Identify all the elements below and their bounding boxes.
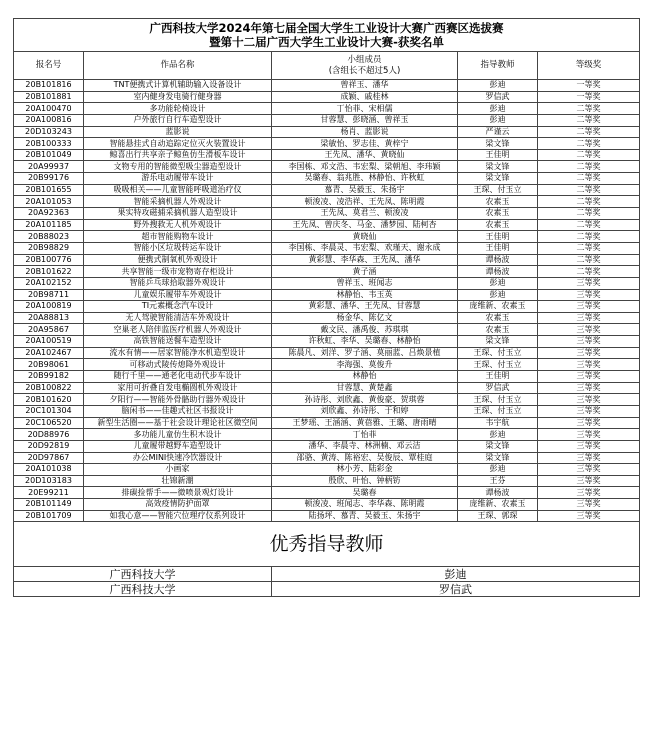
cell-code: 20B98061 (14, 359, 84, 371)
table-row (14, 161, 640, 173)
table-row (14, 114, 640, 126)
header-code: 报名号 (14, 52, 84, 80)
cell-advisor: 谭杨波 (458, 266, 538, 278)
cell-code: 20C101304 (14, 405, 84, 417)
header-work: 作品名称 (84, 52, 272, 80)
table-row (14, 254, 640, 266)
cell-level: 二等奖 (538, 231, 640, 243)
table-row (14, 242, 640, 254)
cell-level: 三等奖 (538, 499, 640, 511)
cell-code: 20A95867 (14, 324, 84, 336)
table-row (14, 301, 640, 313)
table-row (14, 371, 640, 383)
cell-level: 三等奖 (538, 289, 640, 301)
cell-members: 殷欣、叶怡、钟柄钫 (272, 475, 458, 487)
cell-advisor: 梁文锋 (458, 173, 538, 185)
cell-advisor: 王佳明 (458, 371, 538, 383)
cell-code: 20A99937 (14, 161, 84, 173)
cell-code: 20A101038 (14, 464, 84, 476)
table-row (14, 464, 640, 476)
cell-advisor: 彭迪 (458, 429, 538, 441)
cell-advisor: 农素玉 (458, 196, 538, 208)
table-row (14, 80, 640, 92)
table-row (14, 266, 640, 278)
cell-work: 儿童履带越野车造型设计 (84, 440, 272, 452)
cell-level: 一等奖 (538, 91, 640, 103)
cell-work: 果实特攻磁捕采摘机器人造型设计 (84, 208, 272, 220)
table-row (14, 289, 640, 301)
teacher-school: 广西科技大学 (14, 582, 272, 597)
cell-level: 二等奖 (538, 173, 640, 185)
cell-members: 曾祥玉、班闻志 (272, 277, 458, 289)
teacher-name: 彭迪 (272, 567, 640, 582)
cell-members: 黄子涵 (272, 266, 458, 278)
cell-members: 梁敏怡、罗志佳、黄梓宁 (272, 138, 458, 150)
table-row (14, 184, 640, 196)
cell-advisor: 王佳明 (458, 231, 538, 243)
cell-code: 20B100776 (14, 254, 84, 266)
table-row (14, 126, 640, 138)
cell-members: 李国栋、邓文浩、韦宏梨、梁朝旭、李玮颖 (272, 161, 458, 173)
cell-code: 20C106520 (14, 417, 84, 429)
cell-advisor: 农素玉 (458, 312, 538, 324)
cell-code: 20B101655 (14, 184, 84, 196)
cell-members: 曾祥玉、潘华 (272, 80, 458, 92)
cell-advisor: 庞维新、农素玉 (458, 499, 538, 511)
table-row (14, 103, 640, 115)
cell-work: 文物专用的智能微型吸尘器造型设计 (84, 161, 272, 173)
cell-work: 高铁智能送餐车造型设计 (84, 336, 272, 348)
cell-level: 三等奖 (538, 394, 640, 406)
honor-title: 优秀指导教师 (14, 522, 640, 567)
cell-code: 20D103243 (14, 126, 84, 138)
cell-code: 20A100819 (14, 301, 84, 313)
cell-code: 20B101049 (14, 149, 84, 161)
cell-level: 三等奖 (538, 336, 640, 348)
cell-work: 排碳捡帮手——微喷景观灯设计 (84, 487, 272, 499)
cell-work: 超市智能购物车设计 (84, 231, 272, 243)
cell-code: 20D103183 (14, 475, 84, 487)
cell-work: 智能采摘机器人外观设计 (84, 196, 272, 208)
table-row (14, 312, 640, 324)
cell-work: 吸吸相关——儿童智能呼吸道治疗仪 (84, 184, 272, 196)
cell-code: 20D97867 (14, 452, 84, 464)
table-row (14, 231, 640, 243)
cell-code: 20B101816 (14, 80, 84, 92)
cell-members: 吴璐春、翁兆胜、林静怡、许秋虹 (272, 173, 458, 185)
cell-work: 多功能轮椅设计 (84, 103, 272, 115)
header-members-line-1: 小组成员 (347, 54, 382, 65)
title-row (14, 19, 640, 52)
cell-advisor: 彭迪 (458, 277, 538, 289)
cell-advisor: 谭杨波 (458, 487, 538, 499)
cell-level: 三等奖 (538, 464, 640, 476)
cell-level: 三等奖 (538, 324, 640, 336)
cell-advisor: 梁文锋 (458, 138, 538, 150)
cell-level: 三等奖 (538, 475, 640, 487)
award-sheet (13, 18, 639, 597)
table-row (14, 173, 640, 185)
cell-level: 二等奖 (538, 196, 640, 208)
cell-work: 壮锦新潮 (84, 475, 272, 487)
cell-members: 王先凤、曾庆冬、马金、潘梦园、陆柯杏 (272, 219, 458, 231)
cell-work: 便携式制氧机外观设计 (84, 254, 272, 266)
cell-advisor: 庞维新、农素玉 (458, 301, 538, 313)
cell-work: 小画家 (84, 464, 272, 476)
cell-members: 戴文民、潘禹俊、苏琪琪 (272, 324, 458, 336)
cell-members: 杨金华、陈亿文 (272, 312, 458, 324)
cell-advisor: 王佳明 (458, 149, 538, 161)
cell-members: 陆扬坪、慕青、吴毅玉、朱扬宇 (272, 510, 458, 522)
table-row (14, 499, 640, 511)
cell-advisor: 彭迪 (458, 464, 538, 476)
cell-code: 20B98711 (14, 289, 84, 301)
cell-advisor: 罗信武 (458, 382, 538, 394)
cell-members: 邵骆、黄涛、陈裕宏、吴俊辰、覃桂庭 (272, 452, 458, 464)
cell-members: 林小芳、陆彩金 (272, 464, 458, 476)
cell-members: 黄彩慧、李华森、王先凤、潘华 (272, 254, 458, 266)
header-members (272, 52, 458, 80)
table-row (14, 149, 640, 161)
cell-code: 20A102152 (14, 277, 84, 289)
cell-work: 儿童娱乐履带车外观设计 (84, 289, 272, 301)
cell-level: 三等奖 (538, 347, 640, 359)
cell-work: 随行千里——通老化电动代步车设计 (84, 371, 272, 383)
cell-work: 智能悬挂式自动追踪定位灭火装置设计 (84, 138, 272, 150)
cell-code: 20B98829 (14, 242, 84, 254)
cell-work: 如我心意——智能穴位理疗仪系列设计 (84, 510, 272, 522)
cell-work: 户外旅行自行车造型设计 (84, 114, 272, 126)
cell-advisor: 梁文锋 (458, 440, 538, 452)
cell-advisor: 王琛、付玉立 (458, 394, 538, 406)
cell-code: 20A100519 (14, 336, 84, 348)
cell-advisor: 罗信武 (458, 91, 538, 103)
cell-members: 陈晨凡、刘洋、罗子涵、莫丽蓝、吕焕景植 (272, 347, 458, 359)
cell-work: 家用可折叠自发电椭圆机外观设计 (84, 382, 272, 394)
cell-advisor: 王琛、付玉立 (458, 347, 538, 359)
cell-level: 三等奖 (538, 487, 640, 499)
cell-members: 王先凤、潘华、黄晓仙 (272, 149, 458, 161)
cell-level: 三等奖 (538, 405, 640, 417)
cell-advisor: 农素玉 (458, 208, 538, 220)
cell-code: 20A102467 (14, 347, 84, 359)
table-row (14, 219, 640, 231)
header-members-line-2: (含组长不超过5人) (328, 65, 401, 76)
cell-members: 慕青、吴毅玉、朱扬宇 (272, 184, 458, 196)
cell-advisor: 梁文锋 (458, 161, 538, 173)
table-row (14, 487, 640, 499)
cell-level: 三等奖 (538, 359, 640, 371)
cell-work: 室内健身发电骑行健身器 (84, 91, 272, 103)
table-row (14, 359, 640, 371)
header-advisor: 指导教师 (458, 52, 538, 80)
table-row (14, 394, 640, 406)
cell-members: 吴璐春 (272, 487, 458, 499)
cell-advisor: 彭迪 (458, 289, 538, 301)
table-row (14, 440, 640, 452)
cell-members: 李海强、莫俊升 (272, 359, 458, 371)
cell-members: 王梦瑶、王涵涵、黄蓓雅、王璐、唐雨晴 (272, 417, 458, 429)
cell-work: 夕阳行——智能外骨骼助行器外观设计 (84, 394, 272, 406)
cell-advisor: 农素玉 (458, 219, 538, 231)
cell-work: 无人驾驶智能清洁车外观设计 (84, 312, 272, 324)
table-row (14, 196, 640, 208)
cell-members: 刘欣鑫、孙诗彤、于和婷 (272, 405, 458, 417)
cell-code: 20A92363 (14, 208, 84, 220)
table-row (14, 91, 640, 103)
cell-advisor: 王琛、郭琛 (458, 510, 538, 522)
cell-code: 20B100333 (14, 138, 84, 150)
cell-code: 20B101709 (14, 510, 84, 522)
cell-code: 20D92819 (14, 440, 84, 452)
cell-level: 二等奖 (538, 114, 640, 126)
table-row (14, 405, 640, 417)
table-row (14, 475, 640, 487)
cell-level: 二等奖 (538, 138, 640, 150)
cell-work: 智能乒乓球拾取器外观设计 (84, 277, 272, 289)
cell-level: 三等奖 (538, 452, 640, 464)
cell-code: 20B99176 (14, 173, 84, 185)
cell-code: 20B101620 (14, 394, 84, 406)
cell-level: 三等奖 (538, 417, 640, 429)
cell-advisor: 王琛、付玉立 (458, 184, 538, 196)
cell-work: 多功能儿童仿生积木设计 (84, 429, 272, 441)
cell-work: 办公MINI快速冷饮器设计 (84, 452, 272, 464)
cell-level: 二等奖 (538, 103, 640, 115)
cell-members: 黄彩慧、潘华、王先凤、甘蓉慧 (272, 301, 458, 313)
cell-level: 二等奖 (538, 242, 640, 254)
honor-row (14, 522, 640, 567)
cell-work: 鲸喜出行共享亲子鲸鱼仿生滑板车设计 (84, 149, 272, 161)
cell-work: 新型生活圈——基于社会设计理论社区微空间 (84, 417, 272, 429)
cell-members: 林静怡 (272, 371, 458, 383)
cell-advisor: 彭迪 (458, 80, 538, 92)
cell-advisor: 王佳明 (458, 242, 538, 254)
cell-members: 甘蓉慧、彭晓涵、曾祥玉 (272, 114, 458, 126)
cell-advisor: 农素玉 (458, 324, 538, 336)
cell-code: 20B88023 (14, 231, 84, 243)
table-row (14, 417, 640, 429)
cell-level: 二等奖 (538, 184, 640, 196)
cell-work: 脑闲书——佳趣式社区书报设计 (84, 405, 272, 417)
cell-advisor: 韦宇航 (458, 417, 538, 429)
header-level: 等级奖 (538, 52, 640, 80)
cell-members: 许秋虹、李华、吴璐春、林静怡 (272, 336, 458, 348)
cell-code: 20A101185 (14, 219, 84, 231)
cell-level: 二等奖 (538, 266, 640, 278)
cell-members: 王先凤、莫君兰、顿浚凌 (272, 208, 458, 220)
table-row (14, 138, 640, 150)
teacher-row (14, 567, 640, 582)
cell-advisor: 王琛、付玉立 (458, 359, 538, 371)
header-row (14, 52, 640, 80)
table-row (14, 510, 640, 522)
cell-code: 20B99182 (14, 371, 84, 383)
cell-work: TI元素概念汽车设计 (84, 301, 272, 313)
table-row (14, 452, 640, 464)
cell-work: TNT便携式计算机辅助输入设备设计 (84, 80, 272, 92)
cell-work: 可移动式陵传熄降外观设计 (84, 359, 272, 371)
cell-members: 成颖、戚桂林 (272, 91, 458, 103)
cell-work: 智能小区垃圾转运车设计 (84, 242, 272, 254)
cell-work: 游乐电动履带车设计 (84, 173, 272, 185)
cell-advisor: 彭迪 (458, 114, 538, 126)
cell-work: 高效疫情防护面罩 (84, 499, 272, 511)
cell-members: 甘蓉慧、黄楚鑫 (272, 382, 458, 394)
cell-code: 20A100470 (14, 103, 84, 115)
cell-code: 20E99211 (14, 487, 84, 499)
award-table (13, 18, 640, 597)
table-row (14, 324, 640, 336)
cell-advisor: 梁文锋 (458, 336, 538, 348)
title-line-1: 广西科技大学2024年第七届全国大学生工业设计大赛广西赛区选拔赛 (149, 21, 504, 35)
cell-code: 20A101053 (14, 196, 84, 208)
cell-code: 20B101622 (14, 266, 84, 278)
table-row (14, 347, 640, 359)
cell-level: 三等奖 (538, 277, 640, 289)
cell-level: 三等奖 (538, 382, 640, 394)
cell-advisor: 王琛、付玉立 (458, 405, 538, 417)
teacher-row (14, 582, 640, 597)
cell-advisor: 彭迪 (458, 103, 538, 115)
cell-members: 顿浚凌、班闻志、李华森、陈明霞 (272, 499, 458, 511)
cell-level: 二等奖 (538, 219, 640, 231)
table-row (14, 208, 640, 220)
cell-level: 二等奖 (538, 126, 640, 138)
cell-members: 顿浚凌、凌浩祥、王先凤、陈明霞 (272, 196, 458, 208)
table-row (14, 277, 640, 289)
cell-code: 20B101881 (14, 91, 84, 103)
cell-work: 野外搜救无人机外观设计 (84, 219, 272, 231)
title-line-2: 暨第十二届广西大学生工业设计大赛-获奖名单 (209, 35, 444, 49)
cell-level: 三等奖 (538, 301, 640, 313)
cell-level: 三等奖 (538, 440, 640, 452)
teacher-name: 罗信武 (272, 582, 640, 597)
table-row (14, 429, 640, 441)
cell-members: 林静怡、韦玉英 (272, 289, 458, 301)
cell-members: 丁怡菲 (272, 429, 458, 441)
sheet-title (14, 19, 640, 52)
cell-level: 三等奖 (538, 429, 640, 441)
cell-work: 蓝影说 (84, 126, 272, 138)
cell-level: 一等奖 (538, 80, 640, 92)
cell-advisor: 谭杨波 (458, 254, 538, 266)
table-row (14, 382, 640, 394)
cell-level: 三等奖 (538, 510, 640, 522)
cell-advisor: 王芬 (458, 475, 538, 487)
cell-code: 20A100816 (14, 114, 84, 126)
cell-members: 丁怡菲、宋相儒 (272, 103, 458, 115)
cell-level: 三等奖 (538, 371, 640, 383)
cell-advisor: 梁文锋 (458, 452, 538, 464)
cell-members: 孙诗彤、刘欣鑫、黄俊豪、贺琪蓉 (272, 394, 458, 406)
cell-work: 流水有情——居家智能净水机造型设计 (84, 347, 272, 359)
cell-level: 二等奖 (538, 208, 640, 220)
cell-members: 杨肖、蓝影说 (272, 126, 458, 138)
table-row (14, 336, 640, 348)
cell-code: 20A88813 (14, 312, 84, 324)
cell-work: 空巢老人陪伴监医疗机器人外观设计 (84, 324, 272, 336)
cell-work: 共享智能一级市宠物寄存柜设计 (84, 266, 272, 278)
cell-code: 20B100822 (14, 382, 84, 394)
cell-members: 李国栋、李晨灵、韦宏梨、欢瑾天、谢永成 (272, 242, 458, 254)
cell-members: 潘华、李晨寺、林洲楠、邓云洁 (272, 440, 458, 452)
cell-code: 20D88976 (14, 429, 84, 441)
cell-level: 二等奖 (538, 161, 640, 173)
cell-level: 二等奖 (538, 149, 640, 161)
cell-level: 二等奖 (538, 254, 640, 266)
teacher-school: 广西科技大学 (14, 567, 272, 582)
cell-level: 三等奖 (538, 312, 640, 324)
cell-code: 20B101149 (14, 499, 84, 511)
cell-advisor: 严谨云 (458, 126, 538, 138)
cell-members: 黄晓仙 (272, 231, 458, 243)
